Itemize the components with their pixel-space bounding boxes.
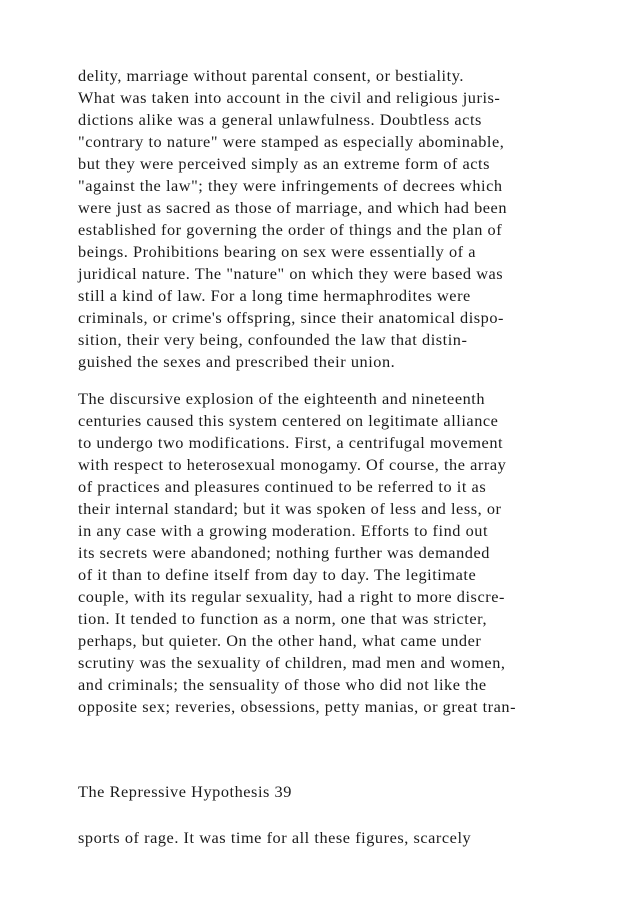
paragraph-2-line: with respect to heterosexual monogamy. Of course, the array [78,455,507,474]
paragraph-1-line: guished the sexes and prescribed their union. [78,352,396,371]
paragraph-2-line: in any case with a growing moderation. Efforts to find out [78,521,489,540]
paragraph-1-line: established for governing the order of things and the plan of [78,220,503,239]
paragraph-1-line: still a kind of law. For a long time hermaphrodites were [78,286,471,305]
paragraph-1-line: beings. Prohibitions bearing on sex were essentially of a [78,242,477,261]
paragraph-2-line: and criminals; the sensuality of those who did not like the [78,675,487,694]
paragraph-1-line: "against the law"; they were infringements of decrees which [78,176,503,195]
paragraph-2-line: their internal standard; but it was spoken of less and less, or [78,499,502,518]
paragraph-1-line: What was taken into account in the civil and religious juris- [78,88,501,107]
paragraph-1-line: delity, marriage without parental consent, or bestiality. [78,66,464,85]
paragraph-2-line: perhaps, but quieter. On the other hand, what came under [78,631,482,650]
paragraph-1-line: juridical nature. The "nature" on which they were based was [78,264,504,283]
paragraph-1-line: sition, their very being, confounded the law that distin- [78,330,468,349]
paragraph-2-line: centuries caused this system centered on legitimate alliance [78,411,499,430]
paragraph-2-line: tion. It tended to function as a norm, one that was stricter, [78,609,488,628]
paragraph-2-line: to undergo two modifications. First, a centrifugal movement [78,433,504,452]
paragraph-1-line: dictions alike was a general unlawfulness. Doubtless acts [78,110,482,129]
paragraph-1-line: "contrary to nature" were stamped as especially abominable, [78,132,505,151]
paragraph-3-line: sports of rage. It was time for all these figures, scarcely [78,828,472,847]
paragraph-2-line: of practices and pleasures continued to be referred to it as [78,477,487,496]
paragraph-2-line: opposite sex; reveries, obsessions, petty manias, or great tran- [78,697,517,716]
paragraph-2-line: The discursive explosion of the eighteenth and nineteenth [78,389,486,408]
paragraph-1-line: but they were perceived simply as an extreme form of acts [78,154,491,173]
paragraph-2-line: of it than to define itself from day to day. The legitimate [78,565,477,584]
running-header: The Repressive Hypothesis 39 [78,782,292,801]
paragraph-1-line: were just as sacred as those of marriage, and which had been [78,198,508,217]
paragraph-2-line: its secrets were abandoned; nothing further was demanded [78,543,490,562]
paragraph-1-line: criminals, or crime's offspring, since their anatomical dispo- [78,308,505,327]
paragraph-2-line: scrutiny was the sexuality of children, mad men and women, [78,653,506,672]
paragraph-2-line: couple, with its regular sexuality, had a right to more discre- [78,587,505,606]
